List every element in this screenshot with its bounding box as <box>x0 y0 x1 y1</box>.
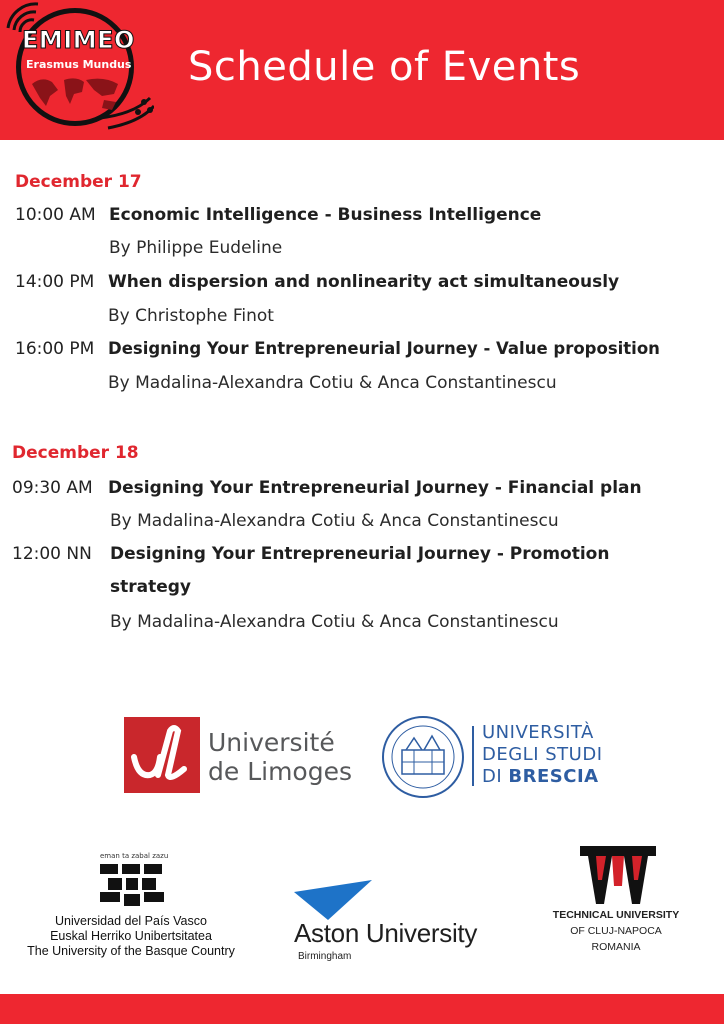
limoges-name-line1: Université <box>208 728 335 757</box>
aston-location: Birmingham <box>298 951 352 962</box>
aston-triangle-icon <box>292 878 376 922</box>
brescia-name-line3 <box>482 766 603 788</box>
world-map-icon <box>28 74 124 114</box>
tucn-name <box>538 907 694 955</box>
event-speaker: By Philippe Eudeline <box>109 238 283 258</box>
emimeo-logo <box>4 2 154 136</box>
event-time: 12:00 NN <box>12 544 92 564</box>
event-time: 10:00 AM <box>15 205 96 225</box>
page-title: Schedule of Events <box>188 44 581 90</box>
event-speaker: By Christophe Finot <box>108 306 274 326</box>
brescia-name-line2: DEGLI STUDI <box>482 744 603 765</box>
event-title: Designing Your Entrepreneurial Journey - Value proposition <box>108 339 660 358</box>
event-time: 14:00 PM <box>15 272 95 292</box>
event-title: Designing Your Entrepreneurial Journey - Financial plan <box>108 478 642 498</box>
ehu-emblem-icon <box>96 860 168 910</box>
event-title-continued: strategy <box>110 577 192 597</box>
ehu-name-line2: Euskal Herriko Unibertsitatea <box>50 929 212 943</box>
event-speaker: By Madalina-Alexandra Cotiu & Anca Constantinescu <box>108 373 557 393</box>
brescia-prefix: DI <box>482 766 509 787</box>
tucn-name-line3: ROMANIA <box>591 941 641 953</box>
event-title: When dispersion and nonlinearity act simultaneously <box>108 272 620 292</box>
tucn-name-line1: TECHNICAL UNIVERSITY <box>552 909 680 921</box>
ehu-name-line3: The University of the Basque Country <box>27 944 235 958</box>
limoges-name <box>208 728 352 786</box>
brescia-name-line1: UNIVERSITÀ <box>482 722 594 743</box>
event-title: Economic Intelligence - Business Intelligence <box>109 205 542 225</box>
footer-banner <box>0 994 724 1024</box>
brescia-seal-icon <box>380 714 466 800</box>
event-speaker: By Madalina-Alexandra Cotiu & Anca Constantinescu <box>110 612 559 632</box>
ehu-name-line1: Universidad del País Vasco <box>55 914 207 928</box>
brescia-divider <box>472 726 474 786</box>
header-banner <box>0 0 724 140</box>
limoges-logo-mark <box>124 717 200 793</box>
tucn-emblem-icon <box>580 846 656 906</box>
ehu-name <box>18 914 244 959</box>
aston-name: Aston University <box>294 918 478 948</box>
logo-name: EMIMEO <box>22 26 135 54</box>
event-speaker: By Madalina-Alexandra Cotiu & Anca Constantinescu <box>110 511 559 531</box>
event-time: 16:00 PM <box>15 339 95 359</box>
event-title: Designing Your Entrepreneurial Journey - Promotion <box>110 544 610 564</box>
limoges-name-line2: de Limoges <box>208 757 352 786</box>
day-date: December 18 <box>12 443 139 463</box>
ul-monogram-icon <box>124 717 200 793</box>
day-date: December 17 <box>15 172 142 192</box>
event-time: 09:30 AM <box>12 478 93 498</box>
brescia-bold: BRESCIA <box>508 766 599 787</box>
tucn-name-line2: OF CLUJ-NAPOCA <box>570 925 662 937</box>
brescia-name <box>482 722 603 788</box>
ehu-motto: eman ta zabal zazu <box>100 852 169 860</box>
logo-subtitle: Erasmus Mundus <box>26 58 132 71</box>
